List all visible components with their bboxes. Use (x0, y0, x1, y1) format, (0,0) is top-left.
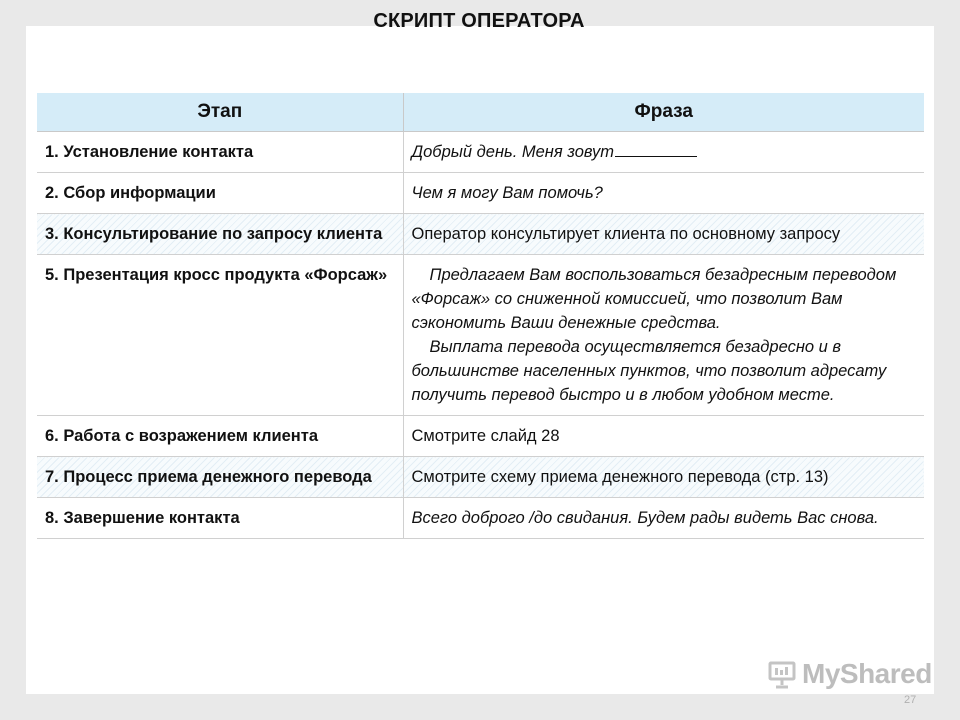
phrase-text: Смотрите схему приема денежного перевода (стр. 13) (411, 468, 829, 486)
table-row (37, 498, 924, 539)
phrase-cell (403, 173, 924, 214)
phrase-text: Всего доброго /до свидания. Будем рады видеть Вас снова. (411, 509, 879, 527)
projector-screen-icon (766, 658, 798, 690)
phrase-text: Чем я могу Вам помочь? (411, 184, 603, 202)
table-row (37, 132, 924, 173)
column-header-stage: Этап (37, 93, 403, 132)
script-table (37, 93, 924, 539)
phrase-cell (403, 498, 924, 539)
watermark-text: MyShared (802, 658, 932, 689)
phrase-text: Предлагаем Вам воспользоваться безадресным переводом «Форсаж» со сниженной комиссией, что позволит Вам сэкономить Ваши денежные средства. (411, 266, 897, 332)
column-header-phrase: Фраза (403, 93, 924, 132)
stage-cell: 7. Процесс приема денежного перевода (37, 457, 403, 498)
name-blank-line (615, 140, 697, 157)
phrase-text: Оператор консультирует клиента по основному запросу (411, 225, 841, 243)
watermark (766, 656, 932, 692)
table-header-row (37, 93, 924, 132)
phrase-cell (403, 457, 924, 498)
phrase-cell (403, 255, 924, 416)
stage-cell: 1. Установление контакта (37, 132, 403, 173)
table-row (37, 416, 924, 457)
page-title: СКРИПТ ОПЕРАТОРА (373, 10, 585, 32)
phrase-line (412, 143, 698, 161)
page-number: 27 (904, 694, 917, 706)
phrase-cell (403, 416, 924, 457)
phrase-cell (403, 132, 924, 173)
stage-cell: 3. Консультирование по запросу клиента (37, 214, 403, 255)
phrase-cell (403, 214, 924, 255)
stage-cell: 6. Работа с возражением клиента (37, 416, 403, 457)
stage-cell: 5. Презентация кросс продукта «Форсаж» (37, 255, 403, 416)
table-row (37, 255, 924, 416)
table-row (37, 214, 924, 255)
stage-cell: 8. Завершение контакта (37, 498, 403, 539)
phrase-text: Добрый день. Меня зовут (411, 143, 614, 161)
table-row (37, 173, 924, 214)
stage-cell: 2. Сбор информации (37, 173, 403, 214)
phrase-text: Смотрите слайд 28 (411, 427, 560, 445)
table-row (37, 457, 924, 498)
phrase-text: Выплата перевода осуществляется безадресно и в большинстве населенных пунктов, что позволит адресату получить перевод быстро и в любом удобном месте. (411, 338, 887, 404)
